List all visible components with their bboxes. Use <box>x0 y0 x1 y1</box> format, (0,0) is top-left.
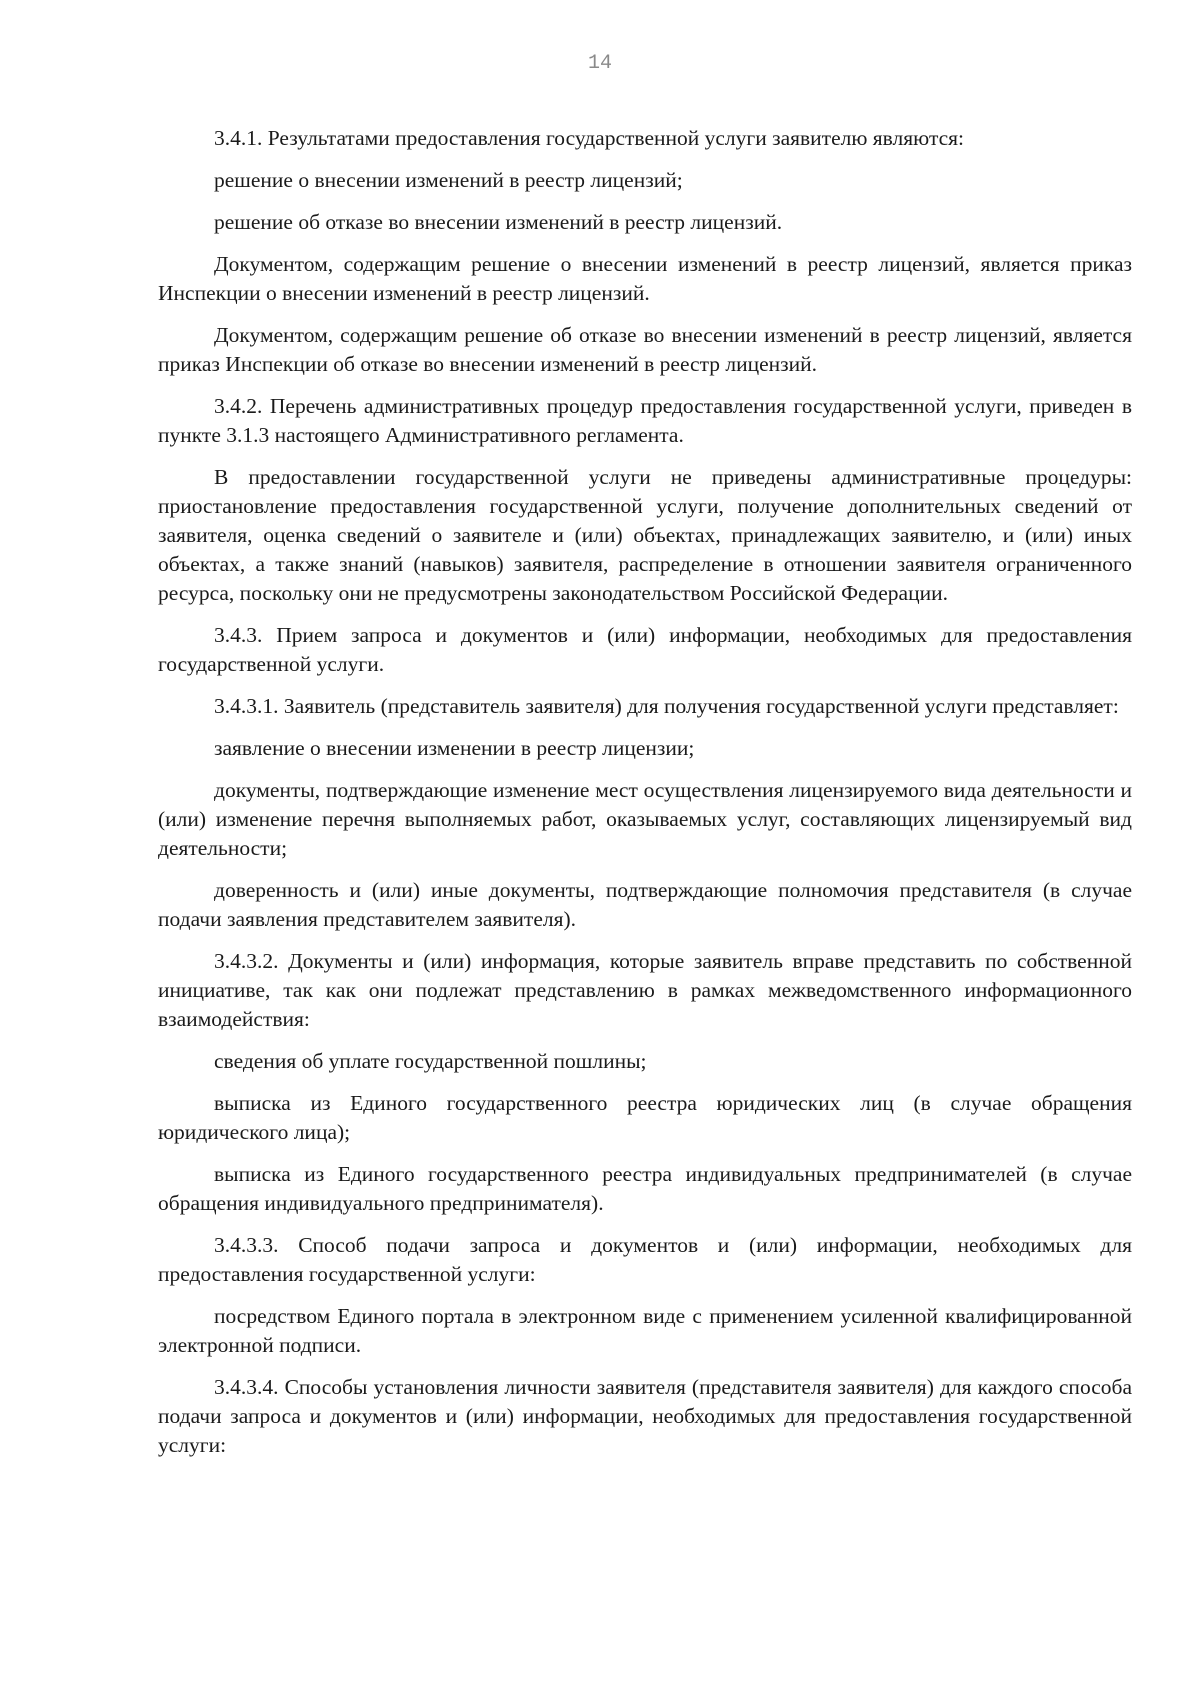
paragraph-fee-item: сведения об уплате государственной пошлины; <box>214 1049 647 1073</box>
paragraph-power-of-attorney-item: доверенность и (или) иные документы, подтверждающие полномочия представителя (в случае подачи заявления представителем заявителя). <box>158 878 1132 931</box>
paragraph-result-item-1: решение о внесении изменений в реестр лицензий; <box>214 168 683 192</box>
paragraph-egrip-item: выписка из Единого государственного реестра индивидуальных предпринимателей (в случае обращения индивидуального предпринимателя). <box>158 1162 1132 1215</box>
paragraph-3-4-1: 3.4.1. Результатами предоставления государственной услуги заявителю являются: <box>214 126 965 150</box>
paragraph-application-item: заявление о внесении изменении в реестр лицензии; <box>214 736 695 760</box>
paragraph-refusal-document: Документом, содержащим решение об отказе во внесении изменений в реестр лицензий, является приказ Инспекции об отказе во внесении изменений в реестр лицензий. <box>158 323 1132 376</box>
paragraph-3-4-2: 3.4.2. Перечень административных процедур предоставления государственной услуги, приведен в пункте 3.1.3 настоящего Административного регламента. <box>158 394 1132 447</box>
paragraph-documents-item: документы, подтверждающие изменение мест осуществления лицензируемого вида деятельности и (или) изменение перечня выполняемых работ, оказываемых услуг, составляющих лицензируемый вид деятельности; <box>158 778 1132 860</box>
paragraph-excluded-procedures: В предоставлении государственной услуги не приведены административные процедуры: приостановление предоставления государственной услуги, получение дополнительных сведений от заявителя, оценка сведений о заявителе и (или) объектах, принадлежащих заявителю, и (или) иных объектах, а также знаний (навыков) заявителя, распределение в отношении заявителя ограниченного ресурса, поскольку они не предусмотрены законодательством Российской Федерации. <box>158 465 1132 605</box>
paragraph-3-4-3-2: 3.4.3.2. Документы и (или) информация, которые заявитель вправе представить по собственной инициативе, так как они подлежат представлению в рамках межведомственного информационного взаимодействия: <box>158 949 1132 1031</box>
paragraph-decision-document: Документом, содержащим решение о внесении изменений в реестр лицензий, является приказ Инспекции о внесении изменений в реестр лицензий. <box>158 252 1132 305</box>
paragraph-result-item-2: решение об отказе во внесении изменений в реестр лицензий. <box>214 210 783 234</box>
paragraph-portal-item: посредством Единого портала в электронном виде с применением усиленной квалифицированной электронной подписи. <box>158 1304 1132 1357</box>
paragraph-3-4-3-1: 3.4.3.1. Заявитель (представитель заявителя) для получения государственной услуги представляет: <box>214 694 1119 718</box>
paragraph-3-4-3: 3.4.3. Прием запроса и документов и (или) информации, необходимых для предоставления государственной услуги. <box>158 623 1132 676</box>
paragraph-3-4-3-3: 3.4.3.3. Способ подачи запроса и документов и (или) информации, необходимых для предоставления государственной услуги: <box>158 1233 1132 1286</box>
paragraph-egrul-item: выписка из Единого государственного реестра юридических лиц (в случае обращения юридического лица); <box>158 1091 1132 1144</box>
page-number: 14 <box>587 52 612 75</box>
document-body <box>158 124 1132 1473</box>
paragraph-3-4-3-4: 3.4.3.4. Способы установления личности заявителя (представителя заявителя) для каждого способа подачи запроса и документов и (или) информации, необходимых для предоставления государственной услуги: <box>158 1375 1132 1457</box>
